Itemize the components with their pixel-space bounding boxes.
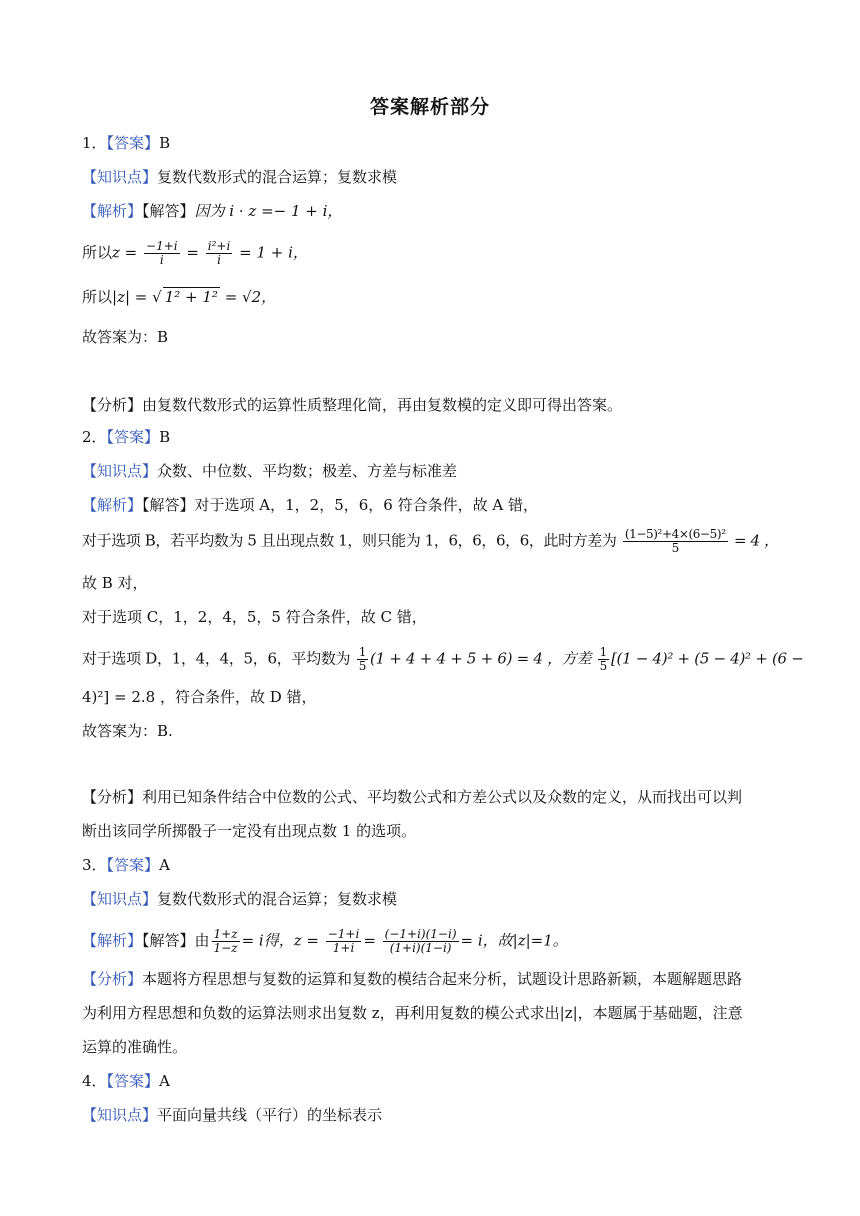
knowledge-tag: 【知识点】 bbox=[82, 168, 158, 186]
q4-number: 4． bbox=[82, 1072, 107, 1090]
knowledge-tag: 【知识点】 bbox=[82, 890, 158, 908]
q2-option-d-line bbox=[82, 645, 804, 673]
solution-tag: 【解答】 bbox=[142, 496, 195, 514]
q1-fenxi-line bbox=[82, 394, 794, 416]
q2-jiexi-line bbox=[82, 494, 794, 516]
q1-step1-line bbox=[82, 240, 794, 267]
fraction-numerator: 1+z bbox=[213, 927, 238, 941]
q1-step2-radicand: 1² + 1² bbox=[164, 288, 218, 306]
knowledge-tag: 【知识点】 bbox=[82, 1106, 158, 1124]
fraction-numerator: −1+i bbox=[146, 239, 178, 253]
q1-step1-fraction-1 bbox=[144, 240, 180, 267]
q1-fenxi: 由复数代数形式的运算性质整理化简，再由复数模的定义即可得出答案。 bbox=[142, 396, 623, 414]
q3-knowledge-line bbox=[82, 888, 794, 910]
page-title: 答案解析部分 bbox=[369, 96, 490, 118]
fraction-numerator: 1 bbox=[358, 645, 367, 659]
fraction-numerator: (−1+i)(1−i) bbox=[384, 927, 457, 941]
fraction-denominator: 5 bbox=[599, 659, 607, 673]
q3-equals: = bbox=[363, 931, 376, 950]
q4-knowledge: 平面向量共线（平行）的坐标表示 bbox=[157, 1106, 383, 1124]
q3-fenxi-a: 本题将方程思想与复数的运算和复数的模结合起来分析，试题设计思路新颖，本题解题思路 bbox=[142, 970, 743, 988]
fraction-denominator: 5 bbox=[358, 659, 367, 673]
q2-variance-fraction bbox=[623, 528, 728, 555]
answer-tag: 【答案】 bbox=[106, 428, 160, 446]
q2-option-d: 对于选项 D，1，4，4，5，6，平均数为 bbox=[82, 649, 351, 668]
q2-option-b-line bbox=[82, 528, 794, 555]
q2-fenxi-line bbox=[82, 786, 794, 808]
q2-option-d-cont: 4)²] = 2.8 ，符合条件，故 D 错， bbox=[82, 688, 317, 706]
q2-answer: B bbox=[159, 428, 171, 446]
q3-fraction-1 bbox=[212, 928, 240, 955]
q1-step1-prefix: 所以 bbox=[82, 243, 113, 262]
fraction-denominator: 5 bbox=[671, 541, 679, 555]
q4-answer: A bbox=[159, 1072, 170, 1090]
fraction-numerator: 1 bbox=[599, 645, 607, 659]
fraction-denominator: i bbox=[217, 253, 221, 267]
q3-mid: = i得，z = bbox=[241, 931, 319, 950]
q1-answer-line bbox=[82, 132, 794, 154]
q1-answer: B bbox=[159, 134, 171, 152]
answer-tag: 【答案】 bbox=[106, 856, 160, 874]
q2-conclusion: 故答案为：B. bbox=[82, 722, 173, 740]
q3-prefix: 由 bbox=[194, 931, 210, 950]
q1-number: 1． bbox=[82, 134, 107, 152]
fenxi-tag: 【分析】 bbox=[82, 788, 143, 806]
answer-tag: 【答案】 bbox=[106, 134, 160, 152]
q3-jiexi-line bbox=[82, 928, 794, 955]
q2-variance-result: = 4 ， bbox=[733, 531, 779, 550]
solution-tag: 【解答】 bbox=[142, 202, 195, 220]
q3-number: 3． bbox=[82, 856, 107, 874]
fraction-numerator: −1+i bbox=[327, 927, 360, 941]
answer-tag: 【答案】 bbox=[106, 1072, 160, 1090]
q3-answer-line bbox=[82, 854, 794, 876]
q1-knowledge-line bbox=[82, 166, 794, 188]
q1-jiexi-text: 因为 i · z =− 1 + i， bbox=[194, 202, 343, 220]
q3-fraction-2 bbox=[326, 928, 362, 955]
fenxi-tag: 【分析】 bbox=[82, 970, 143, 988]
q2-knowledge-line bbox=[82, 460, 794, 482]
q1-step1-z: z = bbox=[112, 243, 138, 262]
q4-knowledge-line bbox=[82, 1104, 794, 1126]
q1-conclusion: 故答案为：B bbox=[82, 328, 169, 346]
q2-fenxi-a: 利用已知条件结合中位数的公式、平均数公式和方差公式以及众数的定义，从而找出可以判 bbox=[142, 788, 743, 806]
q1-step2-line bbox=[82, 286, 794, 308]
knowledge-tag: 【知识点】 bbox=[82, 462, 158, 480]
q1-step1-result: = 1 + i， bbox=[239, 243, 308, 262]
fraction-denominator: i bbox=[159, 253, 164, 267]
q2-mean-fraction bbox=[357, 646, 368, 673]
q3-answer: A bbox=[159, 856, 170, 874]
q4-answer-line bbox=[82, 1070, 794, 1092]
fraction-denominator: (1+i)(1−i) bbox=[389, 941, 452, 955]
q2-option-c: 对于选项 C，1，2，4，5，5 符合条件，故 C 错， bbox=[82, 608, 427, 626]
fraction-denominator: 1−z bbox=[213, 941, 238, 955]
q3-fenxi-cont-1: 为利用方程思想和负数的运算法则求出复数 z，再利用复数的模公式求出|z|，本题属于基础题，注意 bbox=[82, 1004, 743, 1022]
q1-step1-equals: = bbox=[186, 243, 199, 262]
q2-mean: (1 + 4 + 4 + 5 + 6) = 4 ，方差 bbox=[370, 649, 592, 668]
q2-option-b: 对于选项 B，若平均数为 5 且出现点数 1，则只能为 1，6，6，6，6，此时方差为 bbox=[82, 531, 617, 550]
q2-variance: [(1 − 4)² + (5 − 4)² + (6 − bbox=[611, 649, 804, 668]
q2-var-fraction bbox=[598, 646, 609, 673]
jiexi-tag: 【解析】 bbox=[82, 202, 143, 220]
q2-number: 2． bbox=[82, 428, 107, 446]
q3-fenxi-cont-2: 运算的准确性。 bbox=[82, 1038, 188, 1056]
q1-knowledge: 复数代数形式的混合运算；复数求模 bbox=[157, 168, 398, 186]
jiexi-tag: 【解析】 bbox=[82, 931, 143, 950]
fraction-numerator: (1−5)²+4×(6−5)² bbox=[624, 527, 726, 541]
q1-step2-end: = √2， bbox=[224, 288, 277, 306]
fraction-numerator: i²+i bbox=[207, 239, 231, 253]
q3-fenxi-line bbox=[82, 968, 794, 990]
fraction-denominator: 1+i bbox=[332, 941, 355, 955]
q1-step2-prefix: 所以 bbox=[82, 288, 113, 306]
q1-step2-math: |z| = bbox=[112, 288, 153, 306]
q2-option-a: 对于选项 A，1，2，5，6，6 符合条件，故 A 错， bbox=[194, 496, 538, 514]
q2-fenxi-cont: 断出该同学所掷骰子一定没有出现点数 1 的选项。 bbox=[82, 822, 417, 840]
q1-step1-fraction-2 bbox=[206, 240, 233, 267]
q2-answer-line bbox=[82, 426, 794, 448]
jiexi-tag: 【解析】 bbox=[82, 496, 143, 514]
fenxi-tag: 【分析】 bbox=[82, 396, 143, 414]
q2-knowledge: 众数、中位数、平均数；极差、方差与标准差 bbox=[157, 462, 458, 480]
q1-jiexi-line bbox=[82, 200, 794, 222]
solution-tag: 【解答】 bbox=[142, 931, 195, 950]
q3-knowledge: 复数代数形式的混合运算；复数求模 bbox=[157, 890, 398, 908]
sqrt-sign: √ bbox=[152, 288, 162, 306]
q3-end: = i，故|z|=1。 bbox=[460, 931, 568, 950]
q3-fraction-3 bbox=[383, 928, 459, 955]
q2-option-b-verdict: 故 B 对， bbox=[82, 574, 148, 592]
